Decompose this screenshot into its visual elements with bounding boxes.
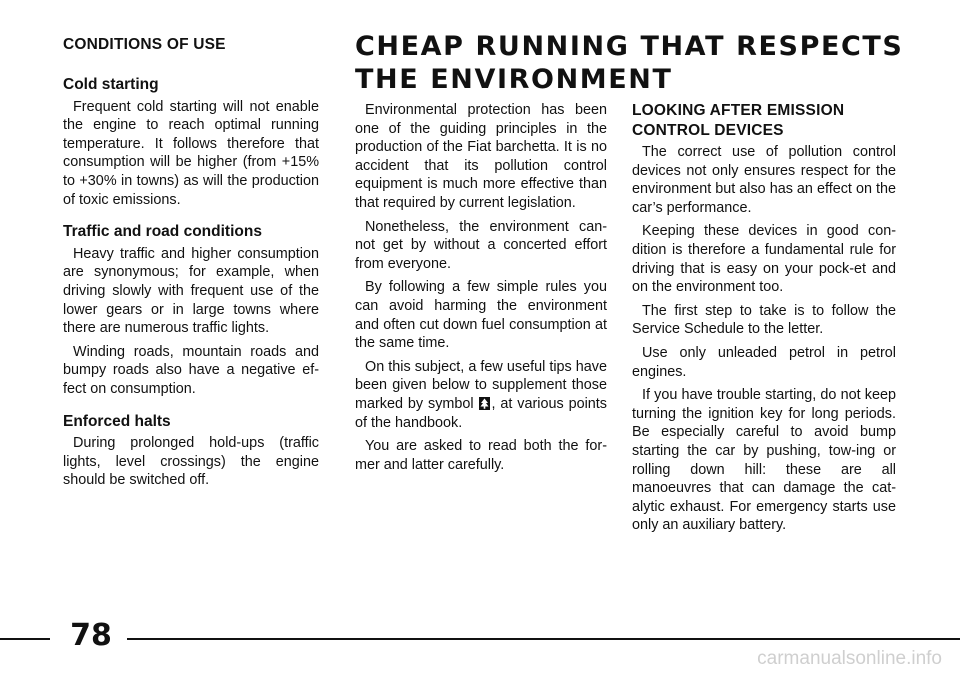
paragraph-emission-2: Keeping these devices in good con-dition is therefore a fundamental rule for driving that is easy on your pock-et and on the environment too. (632, 223, 896, 296)
paragraph-enforced-halts: During prolonged hold-ups (traffic lights, level crossings) the engine should be switched off. (63, 435, 319, 489)
main-title-line-1: CHEAP RUNNING THAT RESPECTS (355, 31, 904, 62)
heading-cold-starting: Cold starting (63, 76, 159, 93)
heading-enforced-halts: Enforced halts (63, 412, 171, 430)
paragraph-emission-5: If you have trouble starting, do not keep turning the ignition key for long periods. Be especially careful to avoid bump starting the car by pushing, tow-ing or rolling down hill: these are all manoeuvres that can damage the cat-alytic exhaust. For emergency starts use only an auxiliary battery. (632, 387, 896, 534)
paragraph-env-3: By following a few simple rules you can avoid harming the environment and often cut down fuel consumption at the same time. (355, 279, 607, 352)
paragraph-cold-starting: Frequent cold starting will not enable the engine to reach optimal running temperature. It follows therefore that consumption will be higher (from +15% to +30% in towns) as will the production of toxic emissions. (63, 98, 319, 208)
heading-emission-line-2: CONTROL DEVICES (632, 122, 784, 139)
environment-tree-symbol-icon (479, 397, 490, 410)
main-title (355, 30, 915, 96)
column-left (63, 76, 319, 495)
heading-emission-control (632, 101, 896, 141)
paragraph-env-4-text-b: , at various points of the handbook. (355, 395, 607, 431)
heading-traffic: Traffic and road conditions (63, 223, 262, 241)
paragraph-traffic-2: Winding roads, mountain roads and bumpy roads also have a negative ef-fect on consumption. (63, 343, 319, 397)
paragraph-traffic-1: Heavy traffic and higher consumption are synonymous; for example, when driving slowly with frequent use of the lower gears or in large towns where there are numerous traffic lights. (63, 245, 319, 337)
section-title-conditions: CONDITIONS OF USE (63, 36, 226, 53)
main-title-line-2: THE ENVIRONMENT (355, 64, 673, 95)
column-middle (355, 101, 607, 479)
page-number: 78 (70, 618, 112, 653)
paragraph-env-4-text-a: On this subject, a few useful tips have been given below to supplement those marked by symbol (355, 358, 607, 412)
paragraph-env-5: You are asked to read both the for-mer and latter carefully. (355, 438, 607, 473)
paragraph-emission-1: The correct use of pollution control devices not only ensures respect for the environment but also has an effect on the car’s performance. (632, 144, 896, 216)
paragraph-env-1: Environmental protection has been one of the guiding principles in the production of the Fiat barchetta. It is no accident that its pollution control equipment is much more effective than that required by current legislation. (355, 102, 607, 211)
paragraph-env-4 (355, 358, 607, 432)
column-right (632, 101, 896, 540)
heading-emission-line-1: LOOKING AFTER EMISSION (632, 102, 845, 119)
paragraph-emission-4: Use only unleaded petrol in petrol engines. (632, 344, 896, 380)
footer-rule-right (127, 638, 960, 640)
paragraph-env-2: Nonetheless, the environment can-not get by without a concerted effort from everyone. (355, 218, 607, 272)
footer-rule-left (0, 638, 50, 640)
watermark: carmanualsonline.info (757, 648, 942, 669)
paragraph-emission-3: The first step to take is to follow the Service Schedule to the letter. (632, 302, 896, 338)
